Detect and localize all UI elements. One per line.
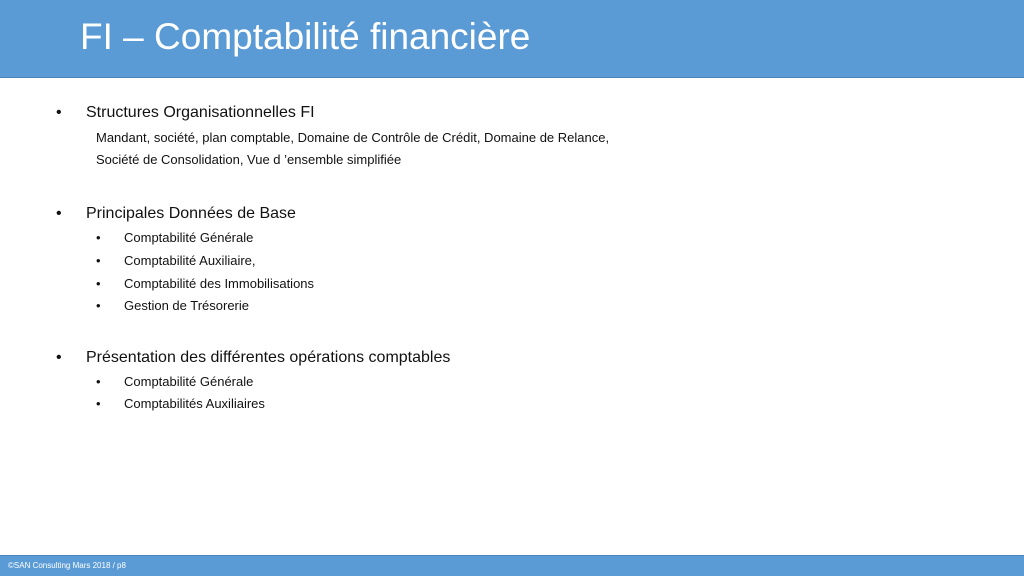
- footer-bar: [0, 555, 1024, 576]
- list-item-text: Gestion de Trésorerie: [124, 298, 250, 313]
- section-heading-organisation: [56, 103, 315, 123]
- list-item-text: Comptabilité Générale: [124, 374, 254, 389]
- footer-copyright: ©SAN Consulting Mars 2018 / p8: [8, 561, 126, 570]
- section-heading-text: Principales Données de Base: [86, 205, 296, 222]
- bullet-icon: •: [96, 374, 101, 389]
- section-heading-operations: [56, 348, 451, 368]
- list-item-text: Comptabilité des Immobilisations: [124, 276, 315, 291]
- list-item-text: Comptabilité Auxiliaire,: [124, 253, 256, 268]
- list-item: [96, 297, 250, 314]
- list-item: [96, 373, 254, 390]
- list-item: [96, 395, 265, 412]
- section-heading-master-data: [56, 204, 296, 224]
- bullet-icon: •: [96, 396, 101, 411]
- organisation-detail-line: Mandant, société, plan comptable, Domaine de Contrôle de Crédit, Domaine de Relance,: [96, 130, 610, 145]
- section-heading-text: Présentation des différentes opérations comptables: [86, 349, 451, 366]
- section-heading-text: Structures Organisationnelles FI: [86, 104, 315, 121]
- list-item-text: Comptabilité Générale: [124, 230, 254, 245]
- list-item: [96, 229, 254, 246]
- bullet-icon: •: [56, 349, 62, 366]
- list-item-text: Comptabilités Auxiliaires: [124, 396, 265, 411]
- bullet-icon: •: [96, 253, 101, 268]
- bullet-icon: •: [96, 276, 101, 291]
- bullet-icon: •: [56, 104, 62, 121]
- organisation-detail-line: Société de Consolidation, Vue d ’ensemble simplifiée: [96, 152, 402, 167]
- bullet-icon: •: [96, 230, 101, 245]
- bullet-icon: •: [56, 205, 62, 222]
- list-item: [96, 252, 256, 269]
- slide-title: FI – Comptabilité financière: [80, 16, 531, 57]
- bullet-icon: •: [96, 298, 101, 313]
- list-item: [96, 275, 315, 292]
